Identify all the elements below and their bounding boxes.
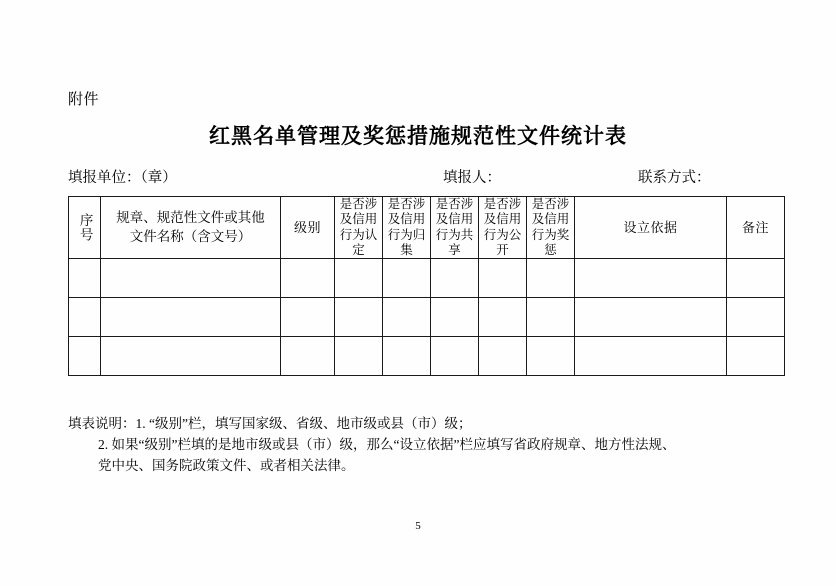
table-row[interactable] xyxy=(69,259,785,298)
cell-level[interactable] xyxy=(281,337,335,376)
cell-disclosure[interactable] xyxy=(479,259,527,298)
attachment-label: 附件 xyxy=(68,92,100,108)
cell-document-name[interactable] xyxy=(101,259,281,298)
column-header-level: 级别 xyxy=(281,197,335,259)
column-header-remark: 备注 xyxy=(727,197,785,259)
table-row[interactable] xyxy=(69,337,785,376)
cell-disclosure[interactable] xyxy=(479,298,527,337)
column-header-document-name-text: 规章、规范性文件或其他文件名称（含文号） xyxy=(116,209,265,244)
cell-recognition[interactable] xyxy=(335,337,383,376)
cell-remark[interactable] xyxy=(727,298,785,337)
column-header-disclosure-text: 是否涉及信用行为公开 xyxy=(483,197,522,257)
column-header-recognition-text: 是否涉及信用行为认定 xyxy=(339,197,378,257)
cell-level[interactable] xyxy=(281,298,335,337)
cell-collection[interactable] xyxy=(383,337,431,376)
column-header-basis: 设立依据 xyxy=(575,197,727,259)
cell-seq[interactable] xyxy=(69,298,101,337)
cell-rewards[interactable] xyxy=(527,337,575,376)
cell-basis[interactable] xyxy=(575,298,727,337)
cell-basis[interactable] xyxy=(575,259,727,298)
column-header-seq-text: 序号 xyxy=(77,213,93,242)
table-row[interactable] xyxy=(69,298,785,337)
column-header-sharing xyxy=(431,197,479,259)
column-header-rewards xyxy=(527,197,575,259)
cell-rewards[interactable] xyxy=(527,259,575,298)
statistics-table xyxy=(68,196,785,376)
cell-rewards[interactable] xyxy=(527,298,575,337)
page-number: 5 xyxy=(415,520,421,532)
cell-level[interactable] xyxy=(281,259,335,298)
column-header-collection xyxy=(383,197,431,259)
cell-disclosure[interactable] xyxy=(479,337,527,376)
column-header-sharing-text: 是否涉及信用行为共享 xyxy=(435,197,474,257)
cell-remark[interactable] xyxy=(727,259,785,298)
cell-document-name[interactable] xyxy=(101,298,281,337)
reporting-unit-label: 填报单位：（章） xyxy=(68,170,177,186)
cell-seq[interactable] xyxy=(69,337,101,376)
form-notes xyxy=(68,414,778,477)
contact-label: 联系方式： xyxy=(638,170,711,186)
column-header-disclosure xyxy=(479,197,527,259)
column-header-document-name xyxy=(101,197,281,259)
page-title: 红黑名单管理及奖惩措施规范性文件统计表 xyxy=(209,124,627,148)
cell-sharing[interactable] xyxy=(431,337,479,376)
cell-collection[interactable] xyxy=(383,259,431,298)
reporter-label: 填报人： xyxy=(443,170,501,186)
cell-seq[interactable] xyxy=(69,259,101,298)
note-line-3: 党中央、国务院政策文件、或者相关法律。 xyxy=(98,457,355,473)
cell-sharing[interactable] xyxy=(431,259,479,298)
table-header-row xyxy=(69,197,785,259)
note-line-2: 2. 如果“级别”栏填的是地市级或县（市）级，那么“设立依据”栏应填写省政府规章、地方性法规、 xyxy=(98,436,676,452)
column-header-seq xyxy=(69,197,101,259)
column-header-collection-text: 是否涉及信用行为归集 xyxy=(387,197,426,257)
column-header-rewards-text: 是否涉及信用行为奖惩 xyxy=(531,197,570,257)
cell-sharing[interactable] xyxy=(431,298,479,337)
cell-basis[interactable] xyxy=(575,337,727,376)
cell-remark[interactable] xyxy=(727,337,785,376)
cell-collection[interactable] xyxy=(383,298,431,337)
column-header-recognition xyxy=(335,197,383,259)
cell-recognition[interactable] xyxy=(335,298,383,337)
note-line-1: 填表说明：1. “级别”栏，填写国家级、省级、地市级或县（市）级； xyxy=(68,416,472,431)
cell-document-name[interactable] xyxy=(101,337,281,376)
cell-recognition[interactable] xyxy=(335,259,383,298)
